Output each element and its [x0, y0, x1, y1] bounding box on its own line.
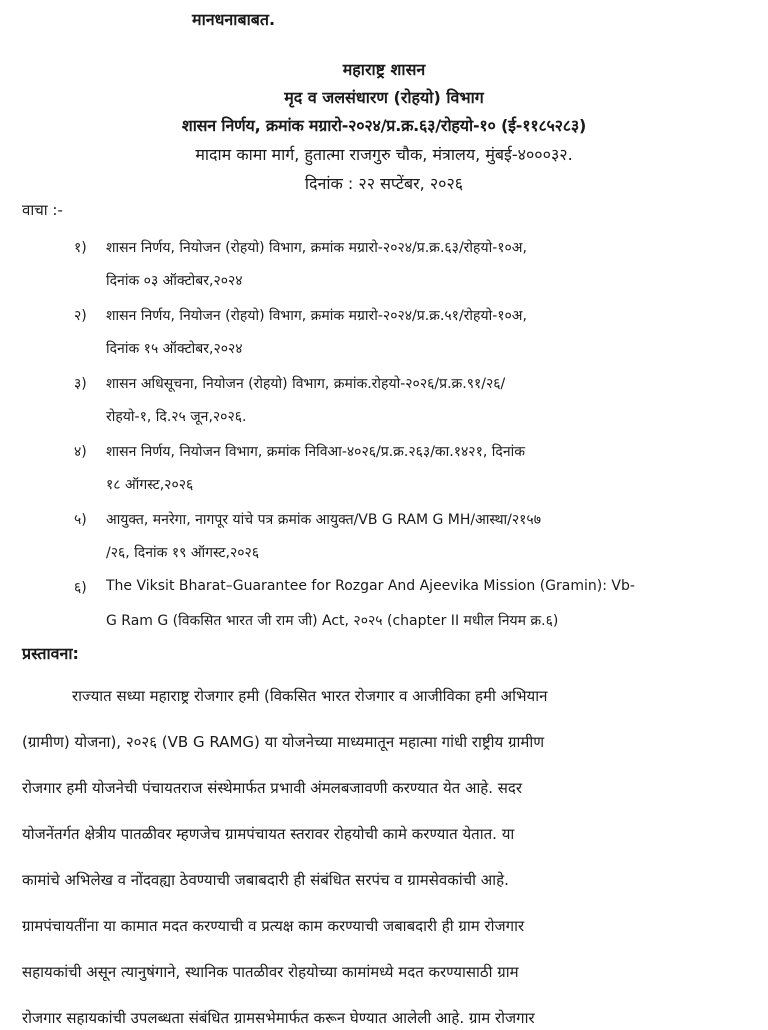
- read-label: वाचा :-: [22, 201, 63, 219]
- header-address: मादाम कामा मार्ग, हुतात्मा राजगुरु चौक, मंत्रालय, मुंबई-४०००३२.: [195, 145, 573, 164]
- reference-item: [0, 442, 768, 510]
- reference-number: १): [74, 240, 87, 256]
- reference-line: शासन निर्णय, नियोजन (रोहयो) विभाग, क्रमांक मग्रारो-२०२४/प्र.क्र.५१/रोहयो-१०अ,: [106, 308, 527, 324]
- reference-number: ४): [74, 444, 87, 460]
- reference-number: ६): [74, 580, 87, 596]
- reference-line: शासन अधिसूचना, नियोजन (रोहयो) विभाग, क्रमांक.रोहयो-२०२६/प्र.क्र.९१/२६/: [106, 376, 506, 392]
- header-resolution-number: शासन निर्णय, क्रमांक मग्रारो-२०२४/प्र.क्र.६३/रोहयो-१० (ई-११८५२८३): [181, 116, 587, 135]
- reference-list: [0, 238, 768, 646]
- reference-line: शासन निर्णय, नियोजन (रोहयो) विभाग, क्रमांक मग्रारो-२०२४/प्र.क्र.६३/रोहयो-१०अ,: [106, 240, 527, 256]
- paragraph-line: योजनेंतर्गत क्षेत्रीय पातळीवर म्हणजेच ग्रामपंचायत स्तरावर रोहयोची कामे करण्यात येतात. या: [22, 825, 515, 843]
- reference-number: २): [74, 308, 87, 324]
- reference-line: The Viksit Bharat–Guarantee for Rozgar And Ajeevika Mission (Gramin): Vb-: [106, 578, 635, 594]
- paragraph-line: (ग्रामीण) योजना), २०२६ (VB G RAMG) या योजनेच्या माध्यमातून महात्मा गांधी राष्ट्रीय ग्रामीण: [22, 733, 545, 751]
- paragraph-line: रोजगार सहायकांची उपलब्धता संबंधित ग्रामसभेमार्फत करून घेण्यात आलेली आहे. ग्राम रोजगार: [22, 1009, 535, 1027]
- header-government: महाराष्ट्र शासन: [342, 60, 426, 79]
- reference-line: शासन निर्णय, नियोजन विभाग, क्रमांक निविआ-४०२६/प्र.क्र.२६३/का.१४२१, दिनांक: [106, 444, 525, 460]
- reference-item: [0, 306, 768, 374]
- reference-line: /२६, दिनांक १९ ऑगस्ट,२०२६: [106, 545, 260, 561]
- preamble-heading: प्रस्तावना:: [22, 644, 79, 663]
- reference-line: आयुक्त, मनरेगा, नागपूर यांचे पत्र क्रमांक आयुक्त/VB G RAM G MH/आस्था/२१५७: [106, 512, 541, 528]
- reference-item: [0, 374, 768, 442]
- paragraph-line: राज्यात सध्या महाराष्ट्र रोजगार हमी (विकसित भारत रोजगार व आजीविका हमी अभियान: [72, 687, 548, 705]
- reference-line: दिनांक १५ ऑक्टोबर,२०२४: [106, 341, 243, 357]
- reference-number: ५): [74, 512, 87, 528]
- reference-item: [0, 510, 768, 578]
- reference-line: रोहयो-१, दि.२५ जून,२०२६.: [106, 409, 247, 425]
- paragraph-line: सहायकांची असून त्यानुषंगाने, स्थानिक पातळीवर रोहयोच्या कामांमध्ये मदत करण्यासाठी ग्राम: [22, 963, 519, 981]
- header-date: दिनांक : २२ सप्टेंबर, २०२६: [304, 174, 464, 193]
- reference-line: G Ram G (विकसित भारत जी राम जी) Act, २०२५ (chapter II मधील नियम क्र.६): [106, 613, 559, 629]
- paragraph-line: कामांचे अभिलेख व नोंदवह्या ठेवण्याची जबाबदारी ही संबंधित सरपंच व ग्रामसेवकांची आहे.: [22, 871, 509, 889]
- paragraph-line: रोजगार हमी योजनेची पंचायतराज संस्थेमार्फत प्रभावी अंमलबजावणी करण्यात येत आहे. सदर: [22, 779, 523, 797]
- reference-item: [0, 578, 768, 646]
- paragraph-line: ग्रामपंचायतींना या कामात मदत करण्याची व प्रत्यक्ष काम करण्याची जबाबदारी ही ग्राम रोजगार: [22, 917, 525, 935]
- reference-line: १८ ऑगस्ट,२०२६: [106, 477, 194, 493]
- reference-item: [0, 238, 768, 306]
- reference-line: दिनांक ०३ ऑक्टोबर,२०२४: [106, 273, 243, 289]
- header-department: मृद व जलसंधारण (रोहयो) विभाग: [284, 88, 484, 107]
- reference-number: ३): [74, 376, 87, 392]
- subject-line: मानधनाबाबत.: [192, 10, 276, 29]
